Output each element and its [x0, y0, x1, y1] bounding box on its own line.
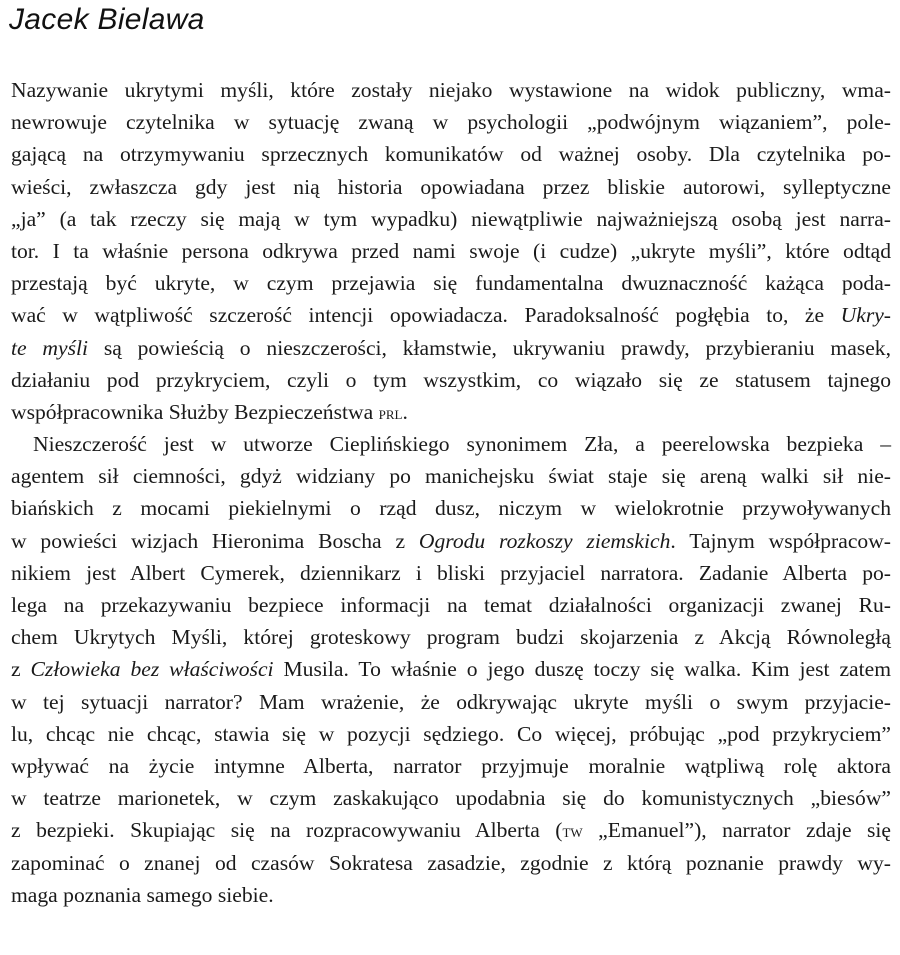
text-line	[11, 879, 891, 911]
text-run: wpływać na życie intymne Alberta, narrator przyjmuje moralnie wątpliwą rolę aktora	[11, 753, 891, 778]
text-run: .	[402, 399, 408, 424]
text-line	[11, 718, 891, 750]
text-run: z bezpieki. Skupiając się na rozpracowywaniu Alberta (	[11, 818, 563, 843]
text-line	[11, 492, 891, 524]
text-line	[11, 686, 891, 718]
text-run: w teatrze marionetek, w czym zaskakująco upodabnia się do komunistycznych „biesów”	[11, 786, 891, 811]
text-line	[11, 299, 891, 331]
italic-title: Ogrodu rozkoszy ziemskich	[418, 528, 671, 553]
text-line	[11, 428, 891, 460]
text-line	[11, 332, 891, 364]
text-run: Musila. To właśnie o jego duszę toczy się walka. Kim jest zatem	[273, 657, 891, 682]
text-run: „ja” (a tak rzeczy się mają w tym wypadku) niewątpliwie najważniejszą osobą jest narra-	[11, 206, 891, 231]
text-line	[11, 814, 891, 846]
text-run: zapominać o znanej od czasów Sokratesa zasadzie, zgodnie z którą poznanie prawdy wy-	[11, 850, 891, 875]
italic-title: Człowieka bez właściwości	[30, 657, 274, 682]
abbreviation: tw	[562, 821, 583, 843]
text-line	[11, 235, 891, 267]
text-run: tor. I ta właśnie persona odkrywa przed nami swoje (i cudze) „ukryte myśli”, które odtąd	[11, 238, 891, 263]
text-run: newrowuje czytelnika w sytuację zwaną w psychologii „podwójnym wiązaniem”, pole-	[11, 110, 891, 135]
italic-title: Ukry-	[840, 303, 891, 328]
text-run: z	[11, 657, 31, 682]
text-line	[11, 364, 891, 396]
italic-title: te myśli	[11, 335, 88, 360]
text-line	[11, 750, 891, 782]
text-line	[11, 74, 891, 106]
text-run: . Tajnym współpracow-	[670, 528, 891, 553]
text-run: są powieścią o nieszczerości, kłamstwie, ukrywaniu prawdy, przybieraniu masek,	[88, 335, 891, 360]
text-run: Nazywanie ukrytymi myśli, które zostały niejako wystawione na widok publiczny, wma-	[11, 78, 891, 102]
paragraph	[11, 74, 891, 428]
author-name-header: Jacek Bielawa	[9, 3, 205, 36]
text-run: współpracownika Służby Bezpieczeństwa	[11, 399, 379, 424]
text-run: wieści, zwłaszcza gdy jest nią historia opowiadana przez bliskie autorowi, sylleptyczne	[11, 174, 891, 199]
text-line	[11, 782, 891, 814]
text-line	[11, 653, 891, 685]
text-run: nikiem jest Albert Cymerek, dziennikarz i bliski przyjaciel narratora. Zadanie Alberta po-	[11, 560, 891, 585]
abbreviation: prl	[378, 402, 403, 424]
text-line	[11, 525, 891, 557]
text-run: agentem sił ciemności, gdyż widziany po manichejsku świat staje się areną walki sił nie-	[11, 464, 891, 489]
text-line	[11, 396, 891, 428]
text-line	[11, 267, 891, 299]
text-line	[11, 203, 891, 235]
text-run: Nieszczerość jest w utworze Cieplińskiego synonimem Zła, a peerelowska bezpieka –	[33, 432, 891, 457]
text-line	[11, 589, 891, 621]
paragraph	[11, 428, 891, 911]
text-line	[11, 138, 891, 170]
text-run: biańskich z mocami piekielnymi o rząd dusz, niczym w wielokrotnie przywoływanych	[11, 496, 891, 521]
text-line	[11, 171, 891, 203]
text-run: w tej sytuacji narrator? Mam wrażenie, że odkrywając ukryte myśli o swym przyjacie-	[11, 689, 891, 714]
text-line	[11, 621, 891, 653]
text-run: maga poznania samego siebie.	[11, 882, 274, 907]
text-run: lu, chcąc nie chcąc, stawia się w pozycji sędziego. Co więcej, próbując „pod przykryciem”	[11, 721, 891, 746]
article-body	[11, 74, 891, 911]
text-run: przestają być ukryte, w czym przejawia się fundamentalna dwuznaczność każąca poda-	[11, 271, 891, 296]
text-line	[11, 106, 891, 138]
text-run: działaniu pod przykryciem, czyli o tym wszystkim, co wiązało się ze statusem tajnego	[11, 367, 891, 392]
text-run: chem Ukrytych Myśli, której groteskowy program budzi skojarzenia z Akcją Równoległą	[11, 625, 891, 650]
text-run: lega na przekazywaniu bezpiece informacji na temat działalności organizacji zwanej Ru-	[11, 593, 891, 617]
text-line	[11, 847, 891, 879]
text-run: „Emanuel”), narrator zdaje się	[582, 818, 891, 843]
text-line	[11, 460, 891, 492]
text-run: gającą na otrzymywaniu sprzecznych komunikatów od ważnej osoby. Dla czytelnika po-	[11, 142, 891, 167]
text-run: w powieści wizjach Hieronima Boscha z	[11, 528, 419, 553]
text-line	[11, 557, 891, 589]
text-run: wać w wątpliwość szczerość intencji opowiadacza. Paradoksalność pogłębia to, że	[11, 303, 841, 328]
